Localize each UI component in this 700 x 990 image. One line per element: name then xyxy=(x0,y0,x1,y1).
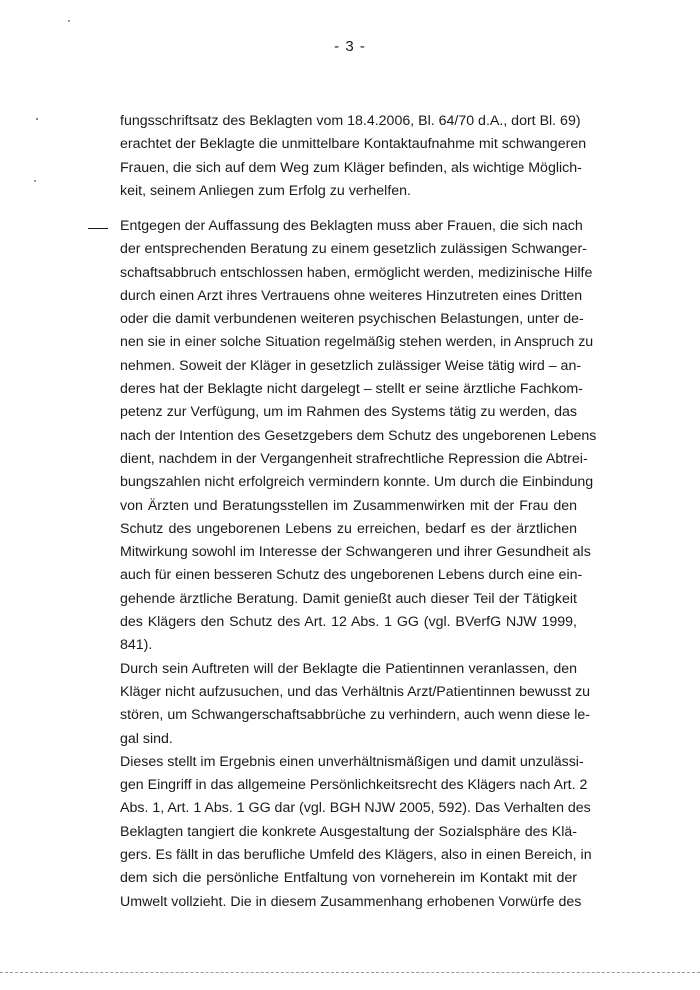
text-line: fungsschriftsatz des Beklagten vom 18.4.2006, Bl. 64/70 d.A., dort Bl. 69) xyxy=(120,113,581,129)
text-line: Frauen, die sich auf dem Weg zum Kläger befinden, als wichtige Möglich- xyxy=(120,159,582,176)
text-line: gehende ärztliche Beratung. Damit genießt auch dieser Teil der Tätigkeit xyxy=(120,590,577,607)
text-line: Mitwirkung sowohl im Interesse der Schwangeren und ihrer Gesundheit als xyxy=(120,544,591,561)
text-line: gal sind. xyxy=(120,730,173,747)
text-line: dem sich die persönliche Entfaltung von vorneherein im Kontakt mit der xyxy=(120,870,577,887)
text-line: keit, seinem Anliegen zum Erfolg zu verhelfen. xyxy=(120,182,411,199)
text-line: Durch sein Auftreten will der Beklagte die Patientinnen veranlassen, den xyxy=(120,660,577,677)
intro-paragraph xyxy=(120,110,587,203)
bullet-dash xyxy=(88,228,108,229)
text-line: Entgegen der Auffassung des Beklagten muss aber Frauen, die sich nach xyxy=(120,218,583,234)
text-line: oder die damit verbundenen weiteren psychischen Belastungen, unter de- xyxy=(120,311,584,328)
scan-speck xyxy=(68,20,70,22)
text-line: erachtet der Beklagte die unmittelbare Kontaktaufnahme mit schwangeren xyxy=(120,136,587,153)
scan-bottom-edge xyxy=(0,972,700,973)
text-line: durch einen Arzt ihres Vertrauens ohne weiteres Hinzutreten eines Dritten xyxy=(120,287,583,304)
text-line: nach der Intention des Gesetzgebers dem Schutz des ungeborenen Lebens xyxy=(120,427,597,444)
text-line: des Klägers den Schutz des Art. 12 Abs. 1 GG (vgl. BVerfG NJW 1999, xyxy=(120,614,577,631)
text-line: Umwelt vollzieht. Die in diesem Zusammenhang erhobenen Vorwürfe des xyxy=(120,893,582,910)
scan-speck xyxy=(34,180,36,182)
text-line: stören, um Schwangerschaftsabbrüche zu verhindern, auch wenn diese le- xyxy=(120,707,591,724)
text-line: nehmen. Soweit der Kläger in gesetzlich zulässiger Weise tätig wird – an- xyxy=(120,357,582,374)
text-line: gen Eingriff in das allgemeine Persönlichkeitsrecht des Klägers nach Art. 2 xyxy=(120,777,588,794)
text-line: Schutz des ungeborenen Lebens zu erreichen, bedarf es der ärztlichen xyxy=(120,520,577,537)
text-line: Kläger nicht aufzusuchen, und das Verhältnis Arzt/Patientinnen bewusst zu xyxy=(120,683,591,700)
text-line: bungszahlen nicht erfolgreich vermindern konnte. Um durch die Einbindung xyxy=(120,474,594,491)
text-line: gers. Es fällt in das berufliche Umfeld des Klägers, also in einen Bereich, in xyxy=(120,847,592,864)
text-line: der entsprechenden Beratung zu einem gesetzlich zulässigen Schwanger- xyxy=(120,241,587,258)
text-line: Beklagten tangiert die konkrete Ausgestaltung der Sozialsphäre des Klä- xyxy=(120,823,577,840)
bullet-paragraph xyxy=(120,215,597,914)
text-line: schaftsabbruch entschlossen haben, ermöglicht werden, medizinische Hilfe xyxy=(120,264,593,281)
text-line: von Ärzten und Beratungsstellen im Zusammenwirken mit der Frau den xyxy=(120,497,577,514)
text-line: auch für einen besseren Schutz des ungeborenen Lebens durch eine ein- xyxy=(120,567,583,584)
text-line: nen sie in einer solche Situation regelmäßig stehen werden, in Anspruch zu xyxy=(120,334,594,351)
scan-speck xyxy=(36,118,38,120)
text-line: dient, nachdem in der Vergangenheit strafrechtliche Repression die Abtrei- xyxy=(120,450,588,467)
text-line: petenz zur Verfügung, um im Rahmen des Systems tätig zu werden, das xyxy=(120,404,577,421)
text-line: Dieses stellt im Ergebnis einen unverhältnismäßigen und damit unzulässi- xyxy=(120,753,584,770)
text-line: 841). xyxy=(120,637,153,654)
text-line: deres hat der Beklagte nicht dargelegt – stellt er seine ärztliche Fachkom- xyxy=(120,381,583,398)
page-number: - 3 - xyxy=(334,38,366,55)
text-line: Abs. 1, Art. 1 Abs. 1 GG dar (vgl. BGH NJW 2005, 592). Das Verhalten des xyxy=(120,800,591,817)
